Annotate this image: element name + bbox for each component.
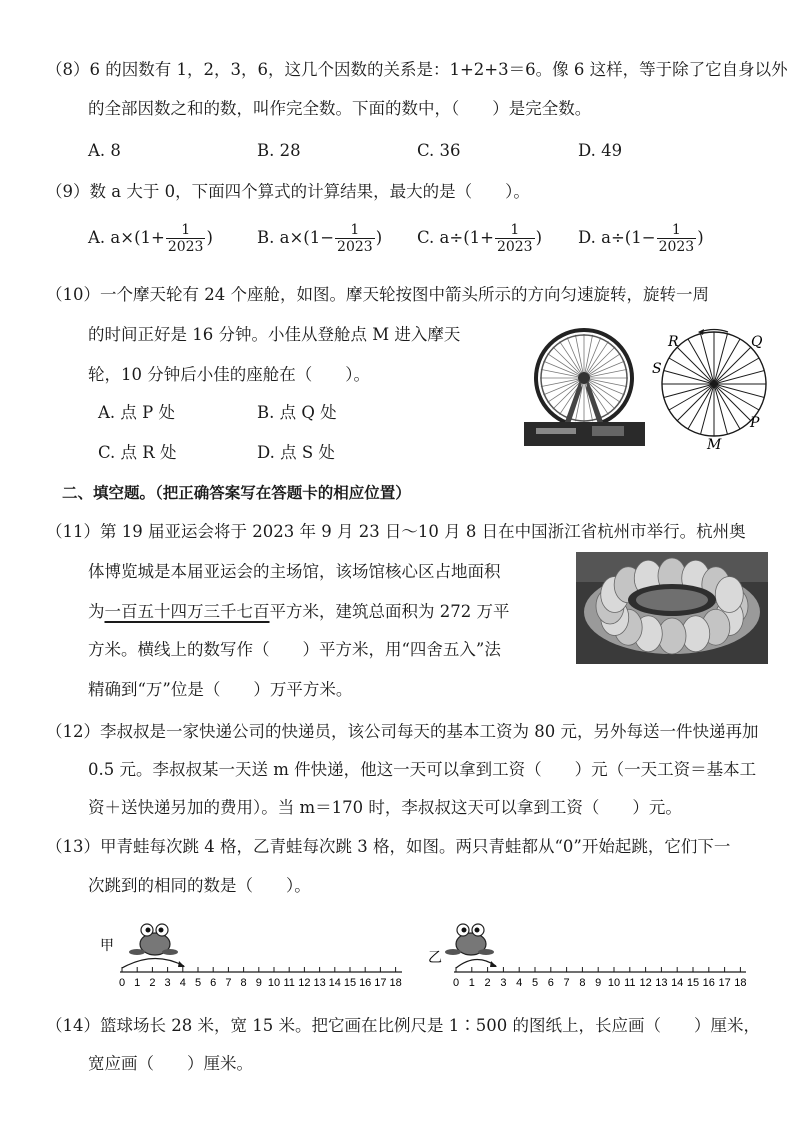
ferris-wheel-diagram xyxy=(652,325,777,455)
q11-line-5: 精确到“万”位是（ ）万平方米。 xyxy=(88,680,353,699)
wheel-spoke xyxy=(701,384,714,434)
tick-label: 4 xyxy=(179,977,186,989)
q10-option-a: A. 点 P 处 xyxy=(98,403,175,422)
tick-label: 17 xyxy=(718,977,731,989)
q14-line-2: 宽应画（ ）厘米。 xyxy=(88,1054,253,1073)
tick-label: 1 xyxy=(134,977,141,989)
q11-underlined-number: 一百五十四万三千七百 xyxy=(104,602,270,621)
q8-option-b: B. 28 xyxy=(257,141,301,160)
tick-label: 18 xyxy=(389,977,402,989)
wheel-spoke xyxy=(714,334,727,384)
q11-line-3-suffix: 平方米，建筑总面积为 272 万平 xyxy=(269,602,510,621)
q11-line-4: 方米。横线上的数写作（ ）平方米，用“四舍五入”法 xyxy=(88,640,501,659)
tick-label: 0 xyxy=(452,977,460,989)
tick-label: 7 xyxy=(563,977,570,989)
wheel-spoke xyxy=(714,384,727,434)
tick-label: 8 xyxy=(240,977,247,989)
q13-line-2: 次跳到的相同的数是（ ）。 xyxy=(88,876,311,895)
tick-label: 12 xyxy=(639,977,652,989)
q9-option-d-suffix: ) xyxy=(697,228,704,247)
tick-label: 2 xyxy=(484,977,491,989)
q9-option-b-denominator: 2023 xyxy=(337,239,373,255)
q9-option-a-denominator: 2023 xyxy=(167,239,204,255)
point-m-label: M xyxy=(707,437,722,453)
point-p-label: P xyxy=(750,415,760,431)
tick-label: 10 xyxy=(607,977,621,989)
number-line-frog-b xyxy=(424,910,754,992)
q10-line-2: 的时间正好是 16 分钟。小佳从登舱点 M 进入摩天 xyxy=(88,325,461,344)
q10-option-b: B. 点 Q 处 xyxy=(257,403,337,422)
frog-a-jump-arrowhead xyxy=(178,961,185,967)
tick-label: 6 xyxy=(547,977,554,989)
number-line-a-ticks xyxy=(119,967,402,989)
q9-option-a-prefix: A. a×(1+ xyxy=(88,228,165,247)
tick-label: 9 xyxy=(255,977,262,989)
q14-line-1: （14）篮球场长 28 米，宽 15 米。把它画在比例尺是 1∶500 的图纸上，长应画（ ）厘米， xyxy=(46,1016,760,1035)
q11-line-3 xyxy=(88,600,509,624)
tick-label: 0 xyxy=(118,977,126,989)
q11-line-2: 体博览城是本届亚运会的主场馆，该场馆核心区占地面积 xyxy=(88,562,501,581)
tick-label: 18 xyxy=(734,977,747,989)
q10-line-1: （10）一个摩天轮有 24 个座舱，如图。摩天轮按图中箭头所示的方向匀速旋转，旋转一周 xyxy=(46,285,709,304)
tick-label: 15 xyxy=(686,977,700,989)
q9-stem: （9）数 a 大于 0，下面四个算式的计算结果，最大的是（ ）。 xyxy=(46,182,530,201)
q13-line-1: （13）甲青蛙每次跳 4 格，乙青蛙每次跳 3 格，如图。两只青蛙都从“0”开始起跳，它们下一 xyxy=(46,837,731,856)
tick-label: 1 xyxy=(468,977,475,989)
stadium-petal xyxy=(715,577,743,613)
tick-label: 2 xyxy=(149,977,156,989)
tick-label: 16 xyxy=(702,977,715,989)
wheel-spoke xyxy=(714,384,764,397)
q8-option-a: A. 8 xyxy=(88,141,121,160)
q9-option-c-fraction xyxy=(495,222,535,255)
tick-label: 11 xyxy=(624,977,636,989)
tick-label: 5 xyxy=(531,977,539,989)
tick-label: 17 xyxy=(374,977,387,989)
q9-option-c-numerator: 1 xyxy=(510,222,520,238)
tick-label: 11 xyxy=(283,977,295,989)
q9-option-d xyxy=(578,222,704,255)
q11-line-3-prefix: 为 xyxy=(88,602,105,621)
q9-option-b-suffix: ) xyxy=(375,228,383,247)
q9-option-d-fraction xyxy=(657,222,697,255)
q9-option-d-denominator: 2023 xyxy=(658,239,695,255)
frog-b-jump-arc xyxy=(456,959,496,968)
tick-label: 16 xyxy=(359,977,372,989)
tick-label: 13 xyxy=(655,977,668,989)
frog-b-jump-arrowhead xyxy=(490,961,497,967)
q9-option-b-numerator: 1 xyxy=(350,222,360,238)
tick-label: 3 xyxy=(164,977,171,989)
tick-label: 5 xyxy=(194,977,202,989)
q9-option-b-prefix: B. a×(1− xyxy=(257,228,335,247)
q9-option-b xyxy=(257,222,382,255)
tick-label: 13 xyxy=(313,977,326,989)
q8-option-d: D. 49 xyxy=(578,141,623,160)
tick-label: 6 xyxy=(210,977,217,989)
tick-label: 3 xyxy=(500,977,507,989)
q8-line-2: 的全部因数之和的数，叫作完全数。下面的数中，（ ）是完全数。 xyxy=(88,99,592,118)
q9-option-c-suffix: ) xyxy=(535,228,543,247)
tick-label: 8 xyxy=(579,977,586,989)
tick-label: 15 xyxy=(343,977,357,989)
point-s-label: S xyxy=(652,361,662,377)
frog-b-label: 乙 xyxy=(428,950,442,966)
q10-option-c: C. 点 R 处 xyxy=(98,443,177,462)
q9-option-d-prefix: D. a÷(1− xyxy=(578,228,656,247)
q9-option-a-suffix: ) xyxy=(206,228,213,247)
frog-b-icon xyxy=(445,924,494,955)
q12-line-3: 资＋送快递另加的费用）。当 m＝170 时，李叔叔这天可以拿到工资（ ）元。 xyxy=(88,798,682,817)
number-line-b-ticks xyxy=(453,967,747,989)
stadium-photo xyxy=(576,552,768,664)
q9-option-c xyxy=(417,222,542,255)
tick-label: 12 xyxy=(298,977,311,989)
section-2-title: 二、填空题。（把正确答案写在答题卡的相应位置） xyxy=(62,484,411,502)
q11-line-1: （11）第 19 届亚运会将于 2023 年 9 月 23 日～10 月 8 日在中国浙江省杭州市举行。杭州奥 xyxy=(46,522,746,541)
tick-label: 4 xyxy=(516,977,523,989)
point-r-label: R xyxy=(668,334,679,350)
frog-a-jump-arc xyxy=(122,958,184,968)
tick-label: 7 xyxy=(225,977,232,989)
point-q-label: Q xyxy=(751,334,763,350)
q8-option-c: C. 36 xyxy=(417,141,461,160)
q9-option-c-prefix: C. a÷(1+ xyxy=(417,228,494,247)
q10-option-d: D. 点 S 处 xyxy=(257,443,335,462)
wheel-spoke xyxy=(714,371,764,384)
q9-option-d-numerator: 1 xyxy=(671,222,681,238)
wheel-spoke xyxy=(664,371,714,384)
frog-a-icon xyxy=(129,924,178,955)
q12-line-1: （12）李叔叔是一家快递公司的快递员，该公司每天的基本工资为 80 元，另外每送一件快递再加 xyxy=(46,722,759,741)
wheel-spoke xyxy=(664,384,714,397)
frog-a-label: 甲 xyxy=(100,938,114,954)
q9-option-a-numerator: 1 xyxy=(181,222,191,238)
number-line-frog-a xyxy=(100,910,410,992)
tick-label: 14 xyxy=(328,977,341,989)
tick-label: 10 xyxy=(267,977,281,989)
q8-line-1: （8）6 的因数有 1，2，3，6，这几个因数的关系是：1+2+3＝6。像 6 这样，等于除了它自身以外 xyxy=(46,60,788,79)
tick-label: 14 xyxy=(671,977,684,989)
wheel-spoke xyxy=(701,334,714,384)
tick-label: 9 xyxy=(595,977,602,989)
ferris-wheel-photo xyxy=(522,318,647,446)
q10-line-3: 轮，10 分钟后小佳的座舱在（ ）。 xyxy=(88,365,370,384)
q12-line-2: 0.5 元。李叔叔某一天送 m 件快递，他这一天可以拿到工资（ ）元（一天工资＝基本工 xyxy=(88,760,757,779)
q9-option-b-fraction xyxy=(335,222,375,255)
q9-option-c-denominator: 2023 xyxy=(496,239,533,255)
q9-option-a-fraction xyxy=(166,222,206,255)
q9-option-a xyxy=(88,222,213,255)
